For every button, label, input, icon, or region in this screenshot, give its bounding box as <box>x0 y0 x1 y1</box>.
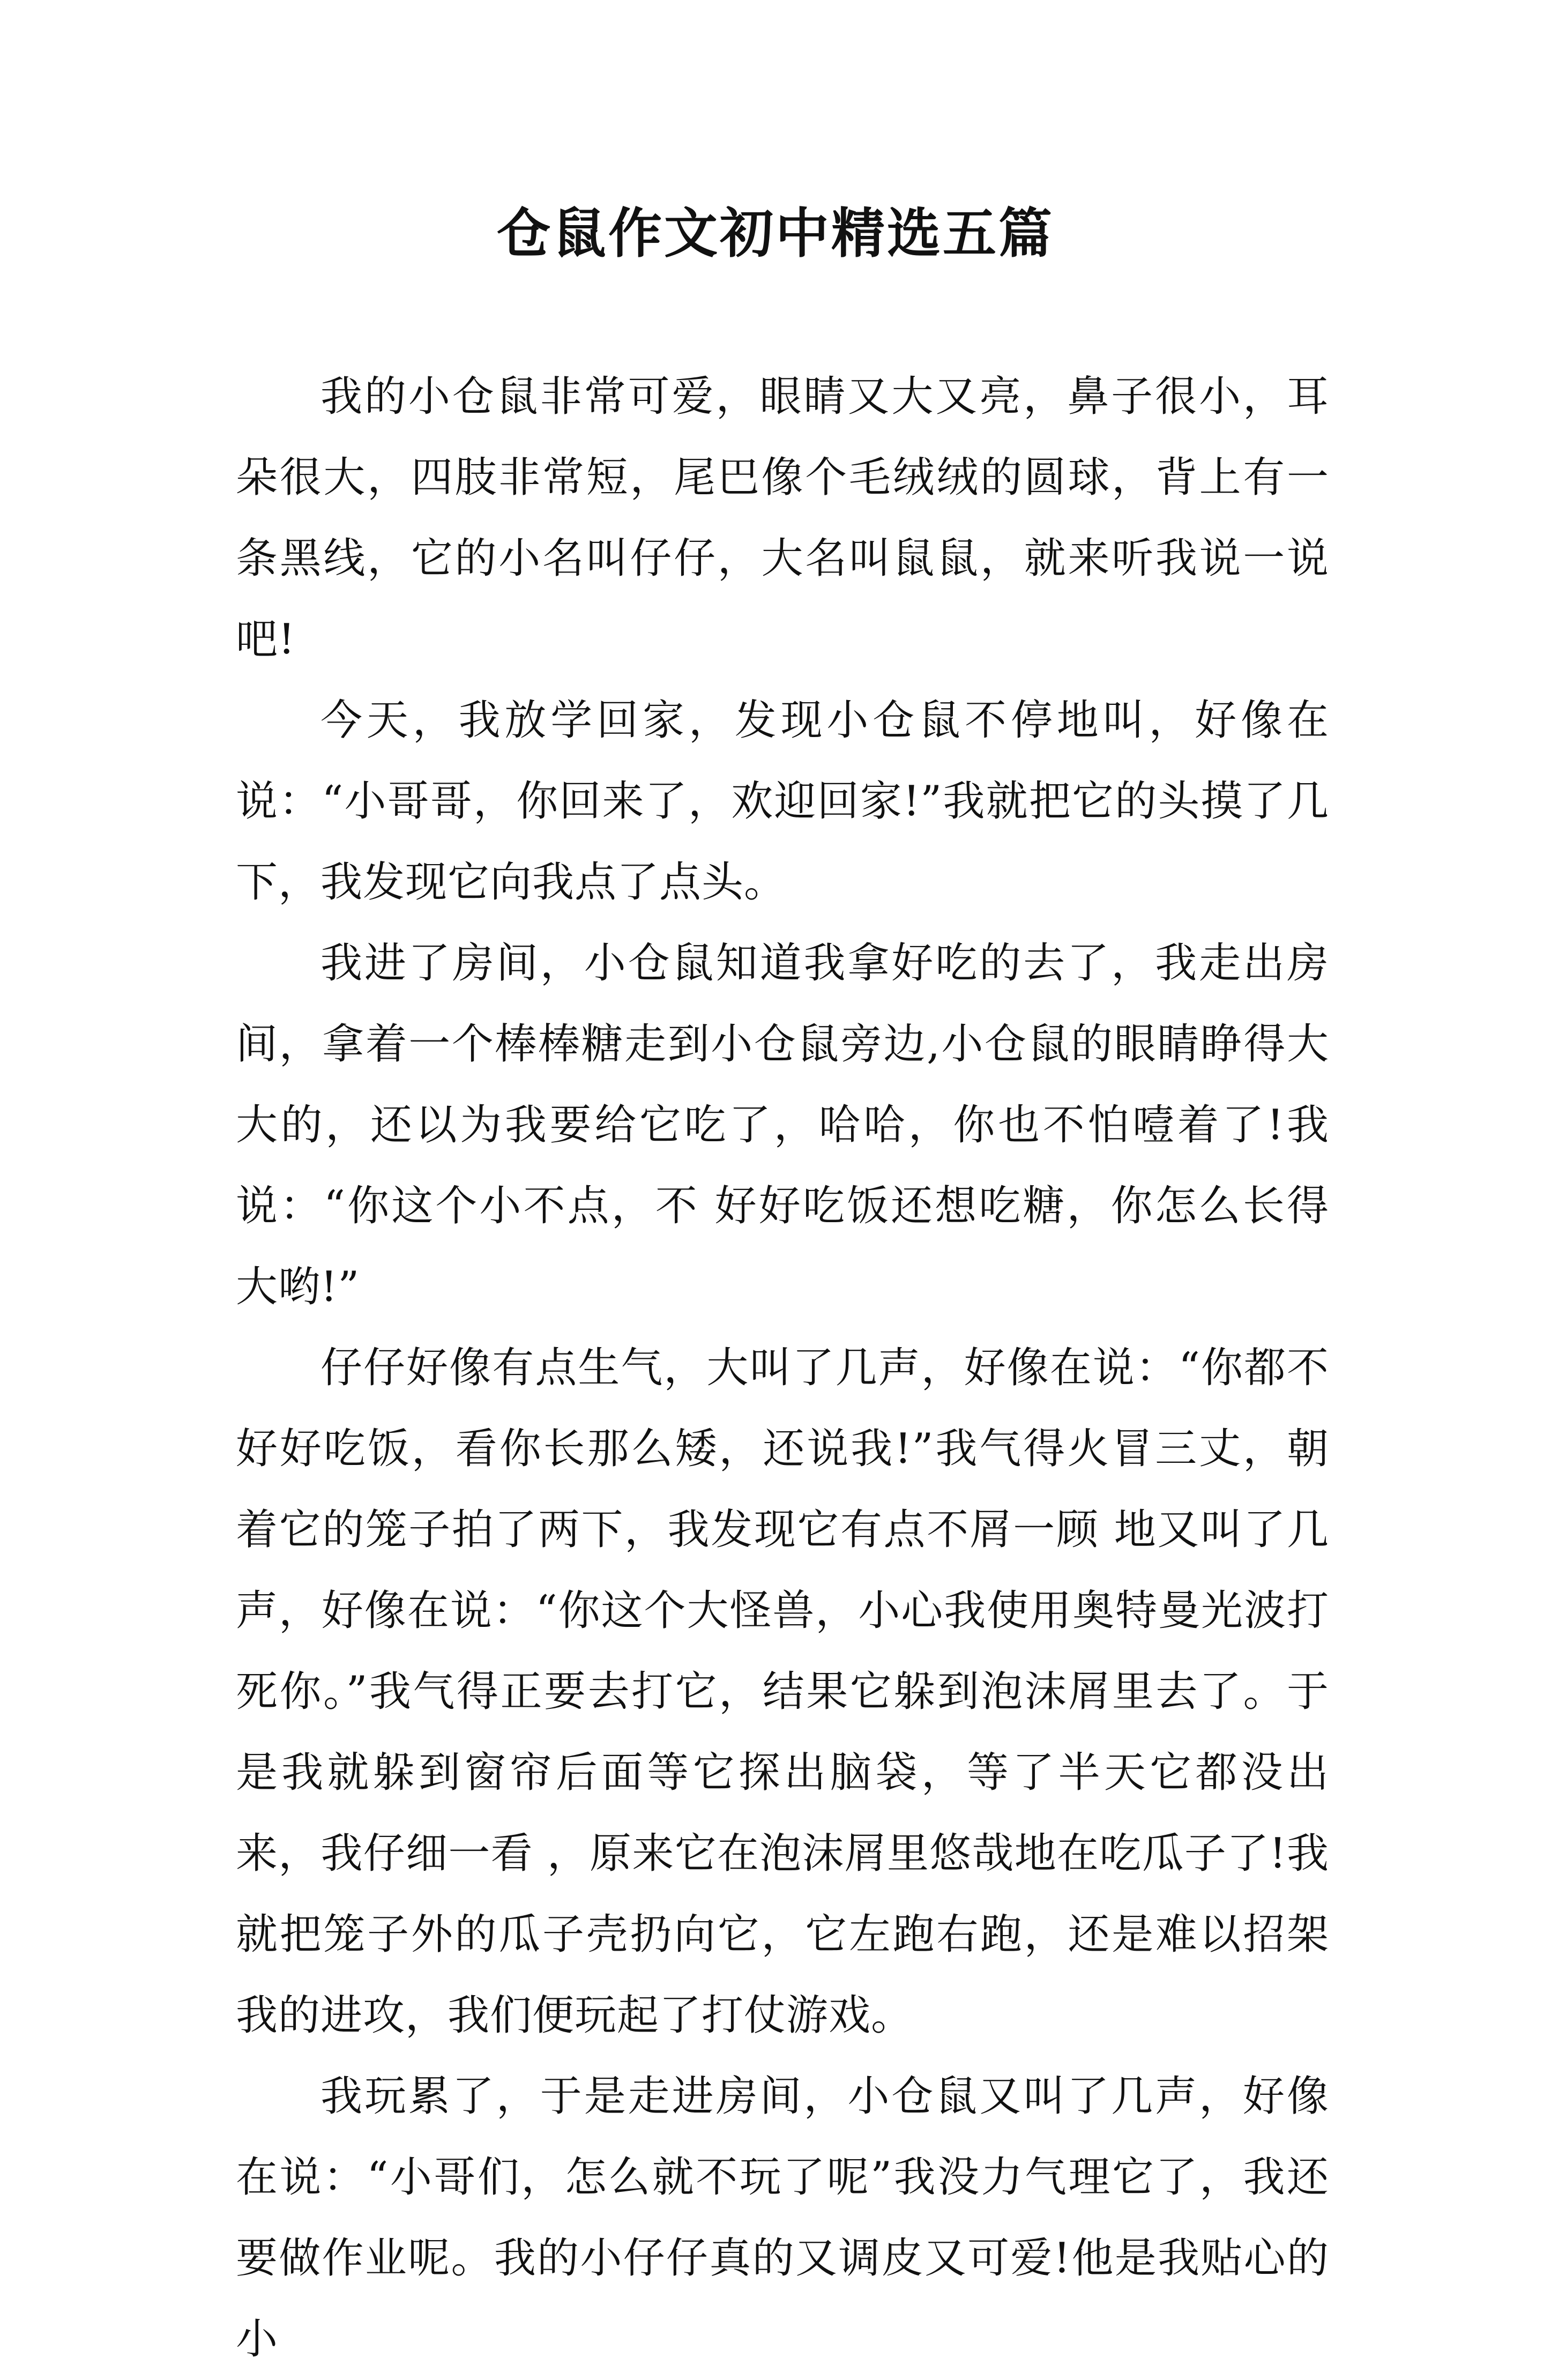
paragraph: 仔仔好像有点生气，大叫了几声，好像在说：“你都不好好吃饭，看你长那么矮，还说我!”我气得火冒三丈，朝着它的笼子拍了两下，我发现它有点不屑一顾 地又叫了几声，好像在说：“你这个大怪兽，小心我使用奥特曼光波打死你。”我气得正要去打它，结果它躲到泡沫屑里去了。于是我就躲到窗帘后面等它探出脑袋，等了半天它都没出来，我仔细一看 ，原来它在泡沫屑里悠哉地在吃瓜子了!我就把笼子外的瓜子壳扔向它，它左跑右跑，还是难以招架我的进攻，我们便玩起了打仗游戏。 <box>236 1344 1329 2040</box>
paragraph: 我进了房间，小仓鼠知道我拿好吃的去了，我走出房间，拿着一个棒棒糖走到小仓鼠旁边,小仓鼠的眼睛睁得大大的，还以为我要给它吃了，哈哈，你也不怕噎着了!我说：“你这个小不点，不 好好吃饭还想吃糖，你怎么长得大哟!” <box>236 939 1329 1311</box>
paragraph: 我玩累了，于是走进房间，小仓鼠又叫了几声，好像在说：“小哥们，怎么就不玩了呢”我没力气理它了，我还要做作业呢。我的小仔仔真的又调皮又可爱!他是我贴心的小 <box>236 2072 1329 2363</box>
paragraph: 今天，我放学回家，发现小仓鼠不停地叫，好像在说：“小哥哥，你回来了，欢迎回家!”我就把它的头摸了几下，我发现它向我点了点头。 <box>236 696 1329 906</box>
paragraph: 我的小仓鼠非常可爱，眼睛又大又亮，鼻子很小，耳朵很大，四肢非常短，尾巴像个毛绒绒的圆球，背上有一条黑线，它的小名叫仔仔，大名叫鼠鼠，就来听我说一说吧! <box>236 373 1329 664</box>
document-title: 仓鼠作文初中精选五篇 <box>497 202 1054 265</box>
document-body <box>236 356 1329 2380</box>
